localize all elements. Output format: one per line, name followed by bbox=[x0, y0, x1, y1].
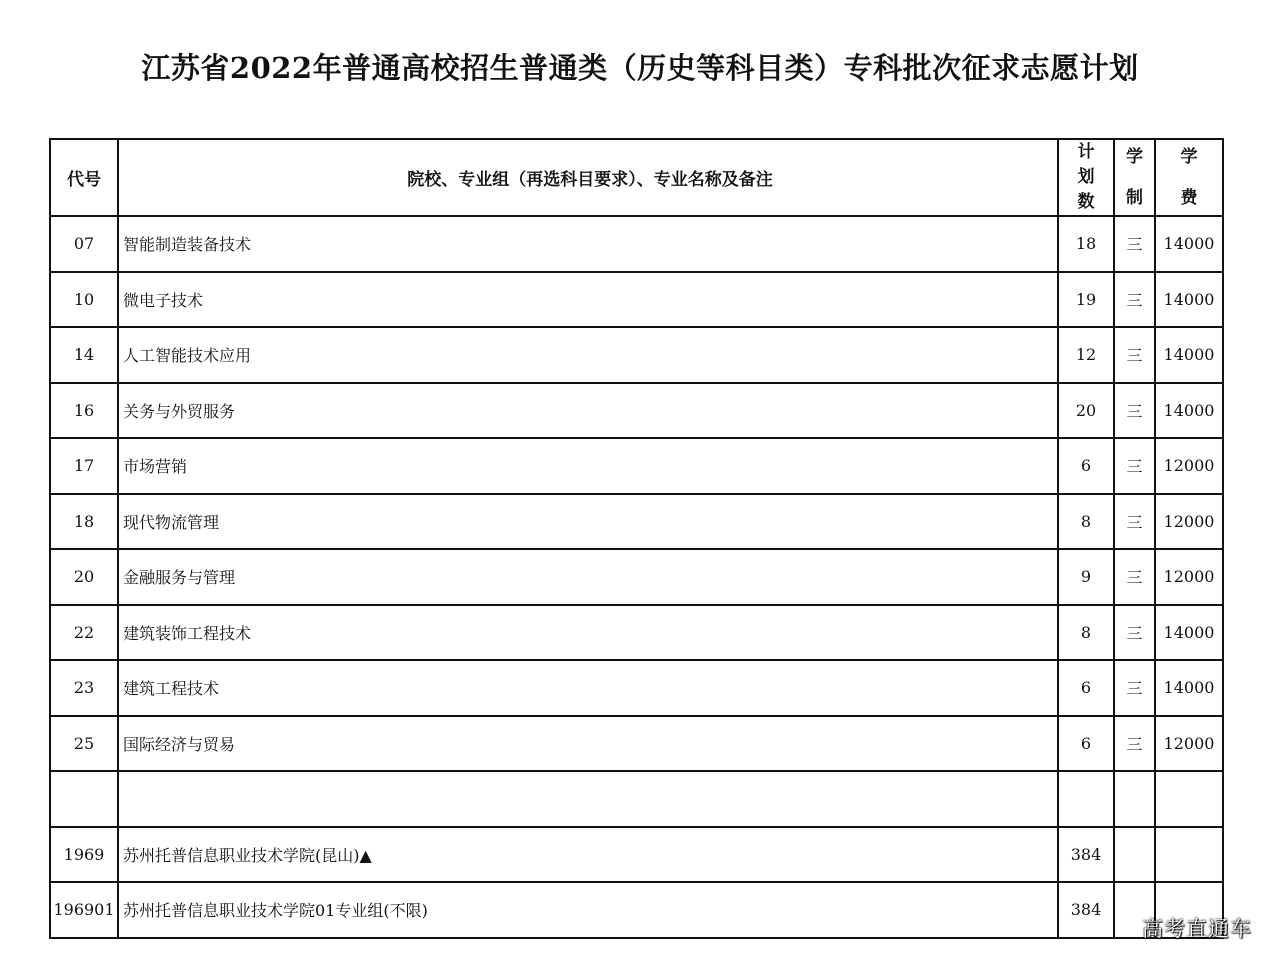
row-fee: 12000 bbox=[1155, 494, 1223, 550]
row-plan: 8 bbox=[1058, 605, 1114, 661]
header-years-char: 学 bbox=[1126, 146, 1143, 167]
row-name: 人工智能技术应用 bbox=[118, 327, 1058, 383]
row-name: 苏州托普信息职业技术学院(昆山)▲ bbox=[118, 827, 1058, 883]
row-plan: 12 bbox=[1058, 327, 1114, 383]
row-fee: 14000 bbox=[1155, 216, 1223, 272]
header-name: 院校、专业组（再选科目要求）、专业名称及备注 bbox=[118, 139, 1058, 216]
row-years: 三 bbox=[1114, 660, 1155, 716]
table-row bbox=[50, 272, 1223, 328]
row-plan bbox=[1058, 771, 1114, 827]
table-row bbox=[50, 494, 1223, 550]
row-code: 16 bbox=[50, 383, 118, 439]
page-title: 江苏省2022年普通高校招生普通类（历史等科目类）专科批次征求志愿计划 bbox=[141, 51, 1139, 85]
table-row bbox=[50, 216, 1223, 272]
row-years: 三 bbox=[1114, 605, 1155, 661]
header-plan bbox=[1058, 139, 1114, 216]
header-plan-char: 划 bbox=[1077, 167, 1095, 187]
row-years: 三 bbox=[1114, 716, 1155, 772]
row-plan: 8 bbox=[1058, 494, 1114, 550]
table-row bbox=[50, 605, 1223, 661]
row-name bbox=[118, 771, 1058, 827]
header-years bbox=[1114, 139, 1155, 216]
row-years: 三 bbox=[1114, 216, 1155, 272]
header-fee bbox=[1155, 139, 1223, 216]
row-plan: 18 bbox=[1058, 216, 1114, 272]
header-plan-char: 数 bbox=[1077, 192, 1095, 212]
header-years-char: 制 bbox=[1126, 187, 1143, 208]
row-code: 25 bbox=[50, 716, 118, 772]
row-code: 07 bbox=[50, 216, 118, 272]
row-years: 三 bbox=[1114, 438, 1155, 494]
row-years: 三 bbox=[1114, 494, 1155, 550]
row-name: 市场营销 bbox=[118, 438, 1058, 494]
row-plan: 20 bbox=[1058, 383, 1114, 439]
row-fee bbox=[1155, 771, 1223, 827]
row-fee: 14000 bbox=[1155, 660, 1223, 716]
row-name: 建筑装饰工程技术 bbox=[118, 605, 1058, 661]
table-row bbox=[50, 438, 1223, 494]
watermark: 高考直通车 bbox=[1142, 917, 1252, 941]
table-row bbox=[50, 716, 1223, 772]
table-row-group bbox=[50, 882, 1223, 938]
row-code: 17 bbox=[50, 438, 118, 494]
row-fee: 14000 bbox=[1155, 327, 1223, 383]
row-years: 三 bbox=[1114, 549, 1155, 605]
row-plan: 384 bbox=[1058, 882, 1114, 938]
row-name: 苏州托普信息职业技术学院01专业组(不限) bbox=[118, 882, 1058, 938]
table-row bbox=[50, 660, 1223, 716]
table-row-school bbox=[50, 827, 1223, 883]
row-fee: 14000 bbox=[1155, 605, 1223, 661]
row-years bbox=[1114, 827, 1155, 883]
row-plan: 19 bbox=[1058, 272, 1114, 328]
row-name: 金融服务与管理 bbox=[118, 549, 1058, 605]
row-years: 三 bbox=[1114, 272, 1155, 328]
row-years: 三 bbox=[1114, 327, 1155, 383]
row-fee: 14000 bbox=[1155, 272, 1223, 328]
row-code: 22 bbox=[50, 605, 118, 661]
row-years bbox=[1114, 771, 1155, 827]
row-name: 现代物流管理 bbox=[118, 494, 1058, 550]
row-code: 23 bbox=[50, 660, 118, 716]
row-fee: 12000 bbox=[1155, 438, 1223, 494]
row-code: 18 bbox=[50, 494, 118, 550]
row-fee bbox=[1155, 827, 1223, 883]
row-plan: 384 bbox=[1058, 827, 1114, 883]
row-fee: 12000 bbox=[1155, 549, 1223, 605]
row-plan: 6 bbox=[1058, 438, 1114, 494]
enrollment-plan-table bbox=[49, 138, 1224, 939]
header-plan-char: 计 bbox=[1077, 142, 1095, 162]
row-plan: 6 bbox=[1058, 660, 1114, 716]
row-code bbox=[50, 771, 118, 827]
row-code: 196901 bbox=[50, 882, 118, 938]
row-fee: 12000 bbox=[1155, 716, 1223, 772]
row-name: 建筑工程技术 bbox=[118, 660, 1058, 716]
table-row bbox=[50, 383, 1223, 439]
row-code: 20 bbox=[50, 549, 118, 605]
header-code: 代号 bbox=[50, 139, 118, 216]
row-name: 智能制造装备技术 bbox=[118, 216, 1058, 272]
header-fee-char: 学 bbox=[1180, 146, 1198, 167]
row-code: 10 bbox=[50, 272, 118, 328]
row-name: 关务与外贸服务 bbox=[118, 383, 1058, 439]
row-code: 1969 bbox=[50, 827, 118, 883]
row-plan: 9 bbox=[1058, 549, 1114, 605]
table-row bbox=[50, 327, 1223, 383]
row-plan: 6 bbox=[1058, 716, 1114, 772]
row-years: 三 bbox=[1114, 383, 1155, 439]
table-header-row bbox=[50, 139, 1223, 216]
row-name: 国际经济与贸易 bbox=[118, 716, 1058, 772]
row-name: 微电子技术 bbox=[118, 272, 1058, 328]
table-row-empty bbox=[50, 771, 1223, 827]
row-fee: 14000 bbox=[1155, 383, 1223, 439]
row-code: 14 bbox=[50, 327, 118, 383]
header-fee-char: 费 bbox=[1180, 187, 1198, 208]
table-row bbox=[50, 549, 1223, 605]
